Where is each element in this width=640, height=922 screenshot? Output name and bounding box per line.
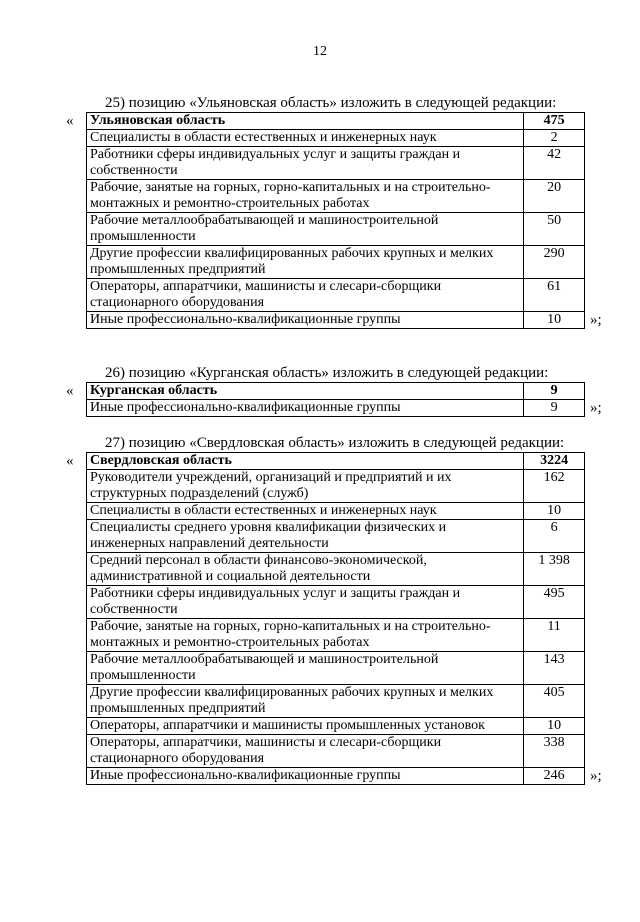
table-wrap bbox=[60, 112, 620, 329]
section-sverdlovsk bbox=[60, 434, 620, 785]
table-row bbox=[87, 470, 585, 503]
table-row bbox=[87, 246, 585, 279]
closing-quote: »; bbox=[590, 400, 602, 416]
group-name: Рабочие металлообрабатывающей и машиностроительной промышленности bbox=[87, 652, 524, 685]
group-value: 290 bbox=[524, 246, 585, 279]
region-name: Ульяновская область bbox=[87, 113, 524, 130]
group-value: 143 bbox=[524, 652, 585, 685]
section-intro: 27) позицию «Свердловская область» изложить в следующей редакции: bbox=[105, 435, 565, 451]
table-row bbox=[87, 718, 585, 735]
group-name: Операторы, аппаратчики и машинисты промышленных установок bbox=[87, 718, 524, 735]
group-value: 61 bbox=[524, 279, 585, 312]
section-ulyanovsk bbox=[60, 94, 620, 329]
table-row bbox=[87, 312, 585, 329]
table-row bbox=[87, 768, 585, 785]
group-value: 9 bbox=[524, 400, 585, 417]
table-header-row bbox=[87, 113, 585, 130]
group-name: Руководители учреждений, организаций и предприятий и их структурных подразделений (служб) bbox=[87, 470, 524, 503]
region-total: 475 bbox=[524, 113, 585, 130]
group-name: Специалисты в области естественных и инженерных наук bbox=[87, 130, 524, 147]
region-table bbox=[86, 112, 585, 329]
region-total: 9 bbox=[524, 383, 585, 400]
table-row bbox=[87, 586, 585, 619]
table-wrap bbox=[60, 382, 620, 417]
region-name: Курганская область bbox=[87, 383, 524, 400]
group-name: Операторы, аппаратчики, машинисты и слесари-сборщики стационарного оборудования bbox=[87, 279, 524, 312]
table-row bbox=[87, 147, 585, 180]
group-name: Средний персонал в области финансово-экономической, административной и социальной деятельности bbox=[87, 553, 524, 586]
group-value: 495 bbox=[524, 586, 585, 619]
group-name: Иные профессионально-квалификационные группы bbox=[87, 312, 524, 329]
group-name: Специалисты в области естественных и инженерных наук bbox=[87, 503, 524, 520]
table-row bbox=[87, 520, 585, 553]
region-table bbox=[86, 452, 585, 785]
group-value: 246 bbox=[524, 768, 585, 785]
group-name: Специалисты среднего уровня квалификации физических и инженерных направлений деятельности bbox=[87, 520, 524, 553]
section-intro: 25) позицию «Ульяновская область» изложить в следующей редакции: bbox=[105, 95, 557, 111]
group-value: 10 bbox=[524, 718, 585, 735]
group-value: 42 bbox=[524, 147, 585, 180]
group-name: Иные профессионально-квалификационные группы bbox=[87, 768, 524, 785]
table-row bbox=[87, 279, 585, 312]
region-total: 3224 bbox=[524, 453, 585, 470]
group-value: 11 bbox=[524, 619, 585, 652]
group-value: 6 bbox=[524, 520, 585, 553]
group-value: 20 bbox=[524, 180, 585, 213]
table-row bbox=[87, 735, 585, 768]
group-name: Рабочие, занятые на горных, горно-капитальных и на строительно-монтажных и ремонтно-строительных работах bbox=[87, 180, 524, 213]
group-value: 10 bbox=[524, 503, 585, 520]
region-table bbox=[86, 382, 585, 417]
opening-quote: « bbox=[66, 113, 74, 129]
table-header-row bbox=[87, 383, 585, 400]
group-value: 405 bbox=[524, 685, 585, 718]
table-row bbox=[87, 180, 585, 213]
group-name: Иные профессионально-квалификационные группы bbox=[87, 400, 524, 417]
table-wrap bbox=[60, 452, 620, 785]
section-intro: 26) позицию «Курганская область» изложить в следующей редакции: bbox=[105, 365, 549, 381]
group-value: 10 bbox=[524, 312, 585, 329]
group-value: 2 bbox=[524, 130, 585, 147]
opening-quote: « bbox=[66, 383, 74, 399]
table-row bbox=[87, 130, 585, 147]
table-row bbox=[87, 503, 585, 520]
group-name: Рабочие металлообрабатывающей и машиностроительной промышленности bbox=[87, 213, 524, 246]
table-header-row bbox=[87, 453, 585, 470]
region-name: Свердловская область bbox=[87, 453, 524, 470]
group-name: Рабочие, занятые на горных, горно-капитальных и на строительно-монтажных и ремонтно-строительных работах bbox=[87, 619, 524, 652]
group-value: 338 bbox=[524, 735, 585, 768]
group-value: 162 bbox=[524, 470, 585, 503]
group-name: Другие профессии квалифицированных рабочих крупных и мелких промышленных предприятий bbox=[87, 246, 524, 279]
table-row bbox=[87, 619, 585, 652]
group-name: Операторы, аппаратчики, машинисты и слесари-сборщики стационарного оборудования bbox=[87, 735, 524, 768]
group-value: 1 398 bbox=[524, 553, 585, 586]
group-name: Работники сферы индивидуальных услуг и защиты граждан и собственности bbox=[87, 147, 524, 180]
table-row bbox=[87, 400, 585, 417]
table-row bbox=[87, 685, 585, 718]
opening-quote: « bbox=[66, 453, 74, 469]
page-number: 12 bbox=[313, 44, 327, 59]
group-value: 50 bbox=[524, 213, 585, 246]
group-name: Работники сферы индивидуальных услуг и защиты граждан и собственности bbox=[87, 586, 524, 619]
section-kurgan bbox=[60, 364, 620, 417]
closing-quote: »; bbox=[590, 312, 602, 328]
table-row bbox=[87, 652, 585, 685]
table-row bbox=[87, 553, 585, 586]
table-row bbox=[87, 213, 585, 246]
group-name: Другие профессии квалифицированных рабочих крупных и мелких промышленных предприятий bbox=[87, 685, 524, 718]
closing-quote: »; bbox=[590, 768, 602, 784]
